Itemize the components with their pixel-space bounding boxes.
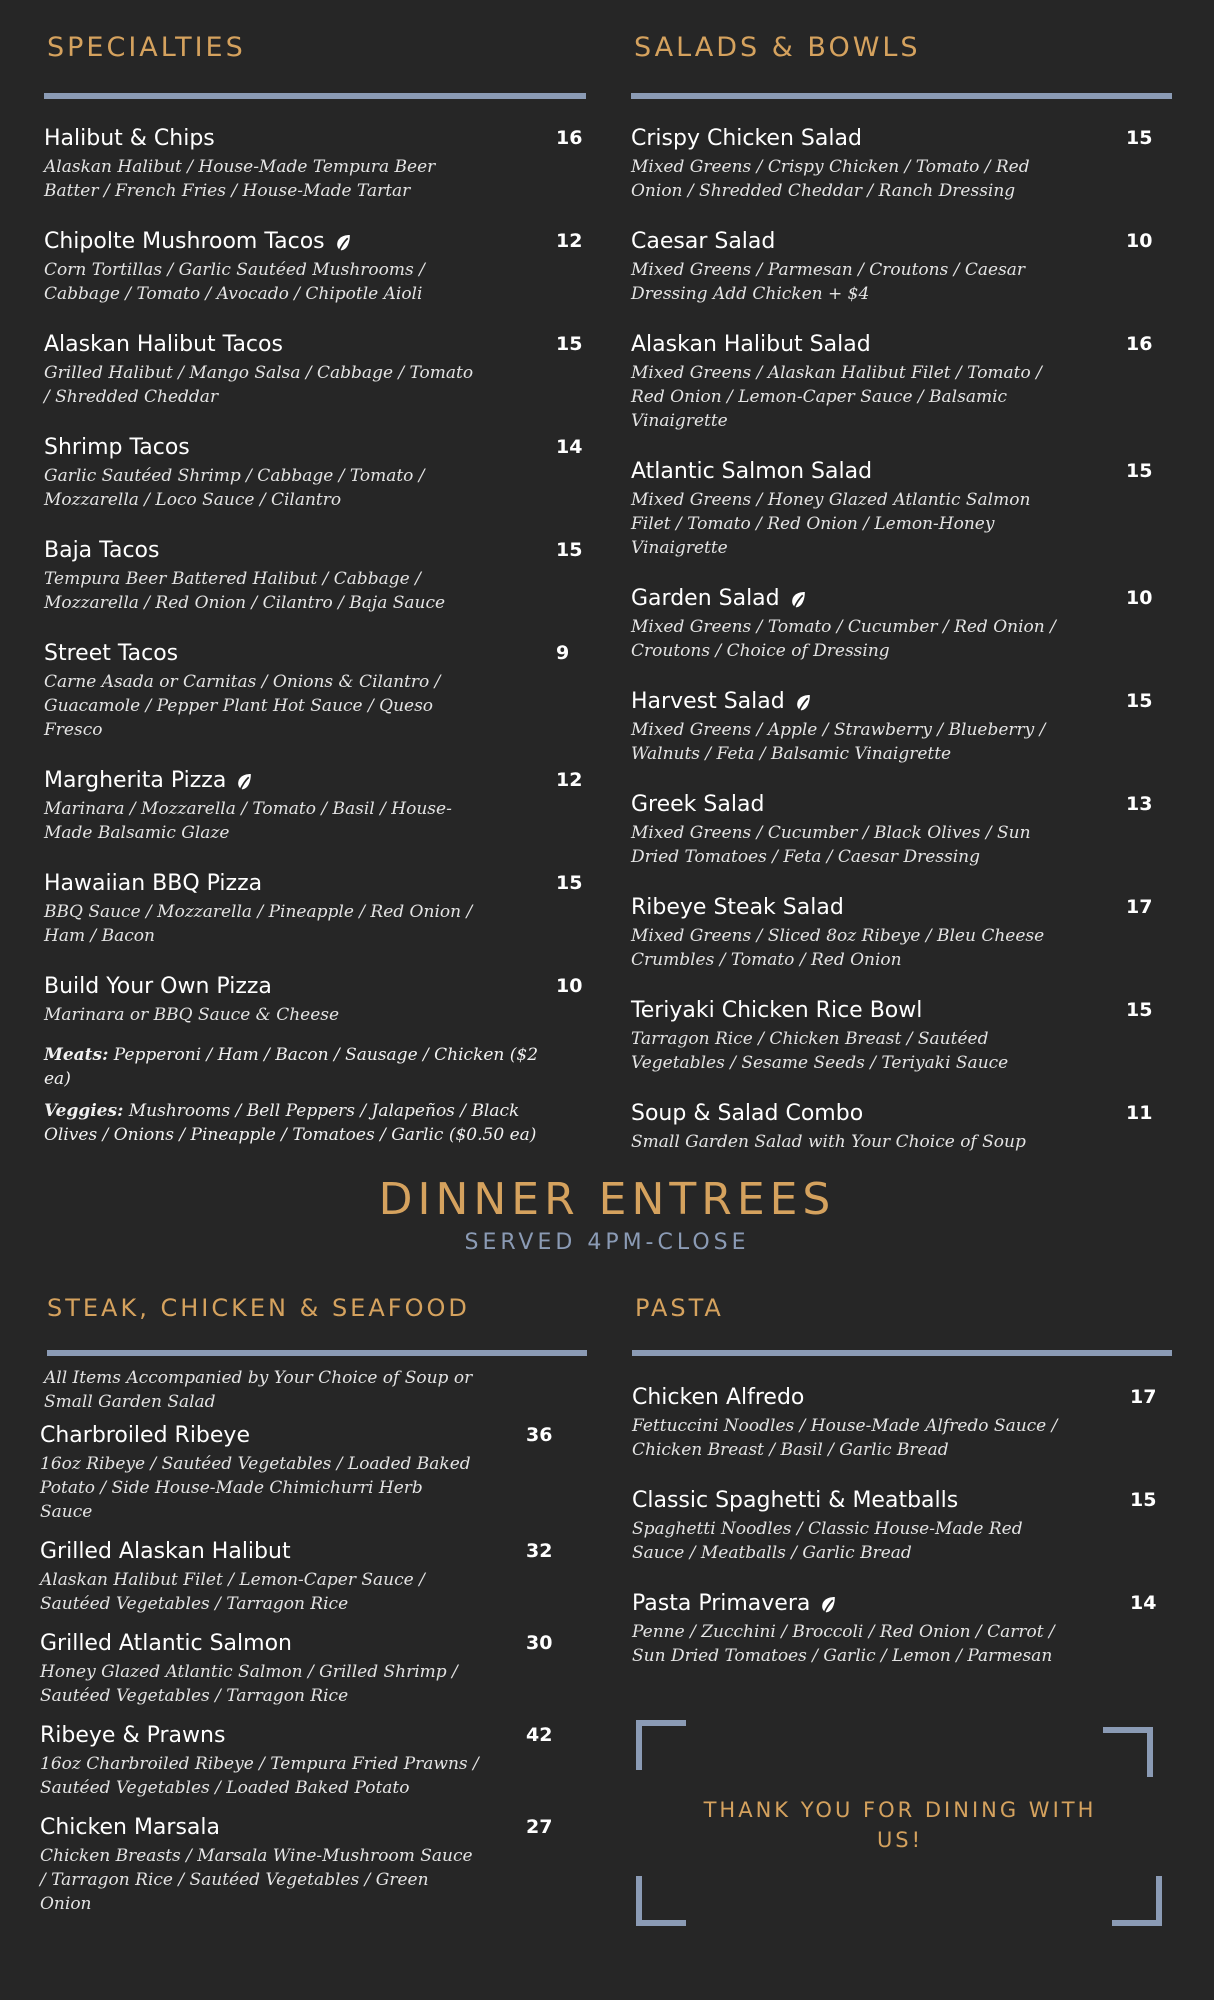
item-price: 14	[1130, 1592, 1157, 1614]
item-name-text: Street Tacos	[44, 641, 179, 666]
section-divider	[631, 93, 1172, 99]
menu-item	[44, 228, 586, 306]
item-description: Tempura Beer Battered Halibut / Cabbage / Mozzarella / Red Onion / Cilantro / Baja Sauce	[44, 569, 446, 613]
item-price: 15	[1126, 999, 1153, 1021]
item-description: 16oz Charbroiled Ribeye / Tempura Fried Prawns / Sautéed Vegetables / Loaded Baked Potato	[40, 1754, 479, 1798]
pizza-veggies-options	[44, 1099, 564, 1147]
item-price: 15	[1126, 127, 1153, 149]
menu-item	[44, 973, 586, 1027]
menu-item	[631, 228, 1172, 306]
leaf-icon	[795, 693, 812, 712]
section-divider	[632, 1350, 1172, 1356]
item-description: Alaskan Halibut / House-Made Tempura Beer Batter / French Fries / House-Made Tartar	[44, 157, 436, 201]
section-note: All Items Accompanied by Your Choice of Soup or Small Garden Salad	[44, 1368, 473, 1412]
menu-item	[632, 1487, 1172, 1565]
item-name	[631, 791, 1172, 819]
item-name	[40, 1722, 587, 1750]
item-name	[44, 125, 586, 153]
menu-item	[40, 1722, 587, 1800]
specialties-section	[44, 34, 586, 1147]
item-description: Mixed Greens / Apple / Strawberry / Blueberry / Walnuts / Feta / Balsamic Vinaigrette	[631, 720, 1046, 764]
item-name	[631, 997, 1172, 1025]
item-name-text: Charbroiled Ribeye	[40, 1423, 250, 1448]
item-name-text: Pasta Primavera	[632, 1591, 811, 1616]
item-description: Mixed Greens / Cucumber / Black Olives / Sun Dried Tomatoes / Feta / Caesar Dressing	[631, 823, 1031, 867]
item-name	[40, 1814, 587, 1842]
item-price: 14	[556, 436, 583, 458]
section-title: STEAK, CHICKEN & SEAFOOD	[47, 1294, 470, 1322]
item-name	[632, 1487, 1172, 1515]
item-name-text: Margherita Pizza	[44, 768, 227, 793]
section-divider	[44, 93, 586, 99]
leaf-icon	[236, 772, 253, 791]
item-description: Chicken Breasts / Marsala Wine-Mushroom Sauce / Tarragon Rice / Sautéed Vegetables / Green Onion	[40, 1846, 473, 1914]
menu-item	[632, 1384, 1172, 1462]
item-name	[44, 767, 586, 795]
menu-item	[44, 537, 586, 615]
item-price: 15	[556, 872, 583, 894]
frame-corner-bottom-left	[636, 1876, 686, 1926]
menu-item	[40, 1814, 587, 1916]
item-name	[40, 1422, 587, 1450]
item-name-text: Halibut & Chips	[44, 126, 215, 151]
menu-item	[44, 434, 586, 512]
steak-content	[40, 1366, 587, 1916]
menu-item	[631, 791, 1172, 869]
menu-items	[44, 125, 586, 1027]
item-name-text: Crispy Chicken Salad	[631, 126, 862, 151]
item-price: 32	[526, 1540, 553, 1562]
item-description: Tarragon Rice / Chicken Breast / Sautéed Vegetables / Sesame Seeds / Teriyaki Sauce	[631, 1029, 1009, 1073]
item-description: Garlic Sautéed Shrimp / Cabbage / Tomato / Mozzarella / Loco Sauce / Cilantro	[44, 466, 425, 510]
item-price: 15	[556, 539, 583, 561]
item-description: Fettuccini Noodles / House-Made Alfredo Sauce / Chicken Breast / Basil / Garlic Bread	[632, 1416, 1058, 1460]
item-price: 30	[526, 1632, 553, 1654]
item-name	[44, 434, 586, 462]
pizza-meats-options	[44, 1043, 564, 1091]
item-price: 17	[1130, 1386, 1157, 1408]
item-name-text: Classic Spaghetti & Meatballs	[632, 1488, 959, 1513]
menu-item	[631, 458, 1172, 560]
item-description: Mixed Greens / Parmesan / Croutons / Caesar Dressing Add Chicken + $4	[631, 260, 1026, 304]
item-price: 36	[526, 1424, 553, 1446]
meats-label: Meats:	[44, 1045, 109, 1065]
item-description: Honey Glazed Atlantic Salmon / Grilled Shrimp / Sautéed Vegetables / Tarragon Rice	[40, 1662, 458, 1706]
meats-price: ($2 ea)	[44, 1045, 539, 1089]
menu-item	[40, 1422, 587, 1524]
item-name	[631, 331, 1172, 359]
item-description: BBQ Sauce / Mozzarella / Pineapple / Red Onion / Ham / Bacon	[44, 902, 473, 946]
menu-item	[44, 125, 586, 203]
item-name-text: Shrimp Tacos	[44, 435, 190, 460]
item-name-text: Greek Salad	[631, 792, 765, 817]
item-name-text: Grilled Alaskan Halibut	[40, 1539, 291, 1564]
section-divider	[47, 1350, 587, 1356]
item-price: 10	[1126, 230, 1153, 252]
item-description: Marinara / Mozzarella / Tomato / Basil / House-Made Balsamic Glaze	[44, 799, 452, 843]
item-description: Grilled Halibut / Mango Salsa / Cabbage / Tomato / Shredded Cheddar	[44, 363, 474, 407]
leaf-icon	[335, 233, 352, 252]
item-name	[631, 585, 1172, 613]
item-name	[44, 973, 586, 1001]
item-name-text: Chipolte Mushroom Tacos	[44, 229, 325, 254]
menu-item	[631, 585, 1172, 663]
section-title: SALADS & BOWLS	[634, 32, 921, 63]
menu-item	[631, 125, 1172, 203]
menu-item	[44, 870, 586, 948]
menu-items	[631, 125, 1172, 1154]
item-name	[44, 537, 586, 565]
item-name-text: Hawaiian BBQ Pizza	[44, 871, 263, 896]
salads-section	[631, 34, 1172, 1179]
menu-item	[631, 1100, 1172, 1154]
item-description: Penne / Zucchini / Broccoli / Red Onion / Carrot / Sun Dried Tomatoes / Garlic / Lemon / Parmesan	[632, 1622, 1055, 1666]
item-price: 15	[1126, 460, 1153, 482]
item-name-text: Atlantic Salmon Salad	[631, 459, 873, 484]
dinner-subtitle: SERVED 4PM-CLOSE	[464, 1230, 750, 1255]
item-name	[631, 458, 1172, 486]
item-name	[44, 640, 586, 668]
item-name-text: Alaskan Halibut Salad	[631, 332, 871, 357]
veggies-label: Veggies:	[44, 1101, 124, 1121]
steak-section	[40, 1294, 587, 1930]
item-price: 15	[1130, 1489, 1157, 1511]
item-name	[44, 228, 586, 256]
menu-item	[632, 1590, 1172, 1668]
item-price: 16	[556, 127, 583, 149]
item-name	[631, 125, 1172, 153]
item-price: 17	[1126, 896, 1153, 918]
item-name-text: Ribeye Steak Salad	[631, 895, 844, 920]
item-name	[44, 870, 586, 898]
veggies-text: Mushrooms / Bell Peppers / Jalapeños / Black Olives / Onions / Pineapple / Tomatoes / Garlic	[44, 1101, 520, 1145]
item-name-text: Teriyaki Chicken Rice Bowl	[631, 998, 923, 1023]
item-description: Mixed Greens / Alaskan Halibut Filet / Tomato / Red Onion / Lemon-Caper Sauce / Balsamic Vinaigrette	[631, 363, 1042, 431]
item-description: Marinara or BBQ Sauce & Cheese	[44, 1005, 340, 1025]
item-price: 15	[1126, 690, 1153, 712]
item-description: Mixed Greens / Honey Glazed Atlantic Salmon Filet / Tomato / Red Onion / Lemon-Honey Vinaigrette	[631, 490, 1031, 558]
item-name	[631, 228, 1172, 256]
item-name	[632, 1590, 1172, 1618]
leaf-icon	[820, 1595, 837, 1614]
menu-item	[40, 1538, 587, 1616]
item-price: 16	[1126, 333, 1153, 355]
item-description: Small Garden Salad with Your Choice of Soup	[631, 1132, 1026, 1152]
item-price: 27	[526, 1816, 553, 1838]
item-name	[44, 331, 586, 359]
menu-item	[44, 767, 586, 845]
item-name	[631, 688, 1172, 716]
meats-text: Pepperoni / Ham / Bacon / Sausage / Chicken	[113, 1045, 505, 1065]
menu-items	[632, 1384, 1172, 1668]
menu-item	[631, 894, 1172, 972]
leaf-icon	[790, 590, 807, 609]
item-description: 16oz Ribeye / Sautéed Vegetables / Loaded Baked Potato / Side House-Made Chimichurri Herb Sauce	[40, 1454, 471, 1522]
item-name	[631, 1100, 1172, 1128]
item-price: 10	[556, 975, 583, 997]
frame-corner-bottom-right	[1112, 1876, 1162, 1926]
item-description: Mixed Greens / Crispy Chicken / Tomato / Red Onion / Shredded Cheddar / Ranch Dressing	[631, 157, 1030, 201]
item-name-text: Chicken Alfredo	[632, 1385, 805, 1410]
item-price: 12	[556, 769, 583, 791]
item-name-text: Chicken Marsala	[40, 1815, 220, 1840]
menu-items	[40, 1422, 587, 1916]
item-description: Alaskan Halibut Filet / Lemon-Caper Sauce / Sautéed Vegetables / Tarragon Rice	[40, 1570, 425, 1614]
veggies-price: ($0.50 ea)	[448, 1125, 537, 1145]
item-name-text: Alaskan Halibut Tacos	[44, 332, 283, 357]
item-description: Mixed Greens / Tomato / Cucumber / Red Onion / Croutons / Choice of Dressing	[631, 617, 1056, 661]
item-description: Corn Tortillas / Garlic Sautéed Mushrooms / Cabbage / Tomato / Avocado / Chipotle Aioli	[44, 260, 425, 304]
item-name-text: Caesar Salad	[631, 229, 776, 254]
menu-item	[631, 997, 1172, 1075]
item-name	[40, 1538, 587, 1566]
frame-corner-top-right	[1103, 1727, 1153, 1777]
item-description: Mixed Greens / Sliced 8oz Ribeye / Bleu Cheese Crumbles / Tomato / Red Onion	[631, 926, 1045, 970]
item-name-text: Baja Tacos	[44, 538, 160, 563]
menu-item	[631, 331, 1172, 433]
dinner-title: DINNER ENTREES	[378, 1174, 836, 1225]
item-name-text: Soup & Salad Combo	[631, 1101, 864, 1126]
menu-item	[44, 640, 586, 742]
menu-item	[631, 688, 1172, 766]
item-description: Carne Asada or Carnitas / Onions & Cilantro / Guacamole / Pepper Plant Hot Sauce / Queso Fresco	[44, 672, 441, 740]
item-name-text: Grilled Atlantic Salmon	[40, 1631, 292, 1656]
item-name-text: Garden Salad	[631, 586, 780, 611]
item-price: 42	[526, 1724, 553, 1746]
item-name-text: Harvest Salad	[631, 689, 785, 714]
thank-you-message: THANK YOU FOR DINING WITH US!	[703, 1798, 1097, 1852]
section-title: SPECIALTIES	[47, 32, 246, 63]
item-description: Spaghetti Noodles / Classic House-Made Red Sauce / Meatballs / Garlic Bread	[632, 1519, 1023, 1563]
menu-item	[44, 331, 586, 409]
item-price: 15	[556, 333, 583, 355]
item-name-text: Ribeye & Prawns	[40, 1723, 226, 1748]
menu-item	[40, 1630, 587, 1708]
item-price: 12	[556, 230, 583, 252]
frame-corner-top-left	[636, 1720, 686, 1770]
section-title: PASTA	[635, 1294, 724, 1322]
item-price: 11	[1126, 1102, 1153, 1124]
item-price: 13	[1126, 793, 1153, 815]
item-name	[631, 894, 1172, 922]
item-name	[632, 1384, 1172, 1412]
item-name	[40, 1630, 587, 1658]
item-price: 9	[556, 642, 570, 664]
item-price: 10	[1126, 587, 1153, 609]
item-name-text: Build Your Own Pizza	[44, 974, 272, 999]
pasta-section	[632, 1296, 1172, 1693]
